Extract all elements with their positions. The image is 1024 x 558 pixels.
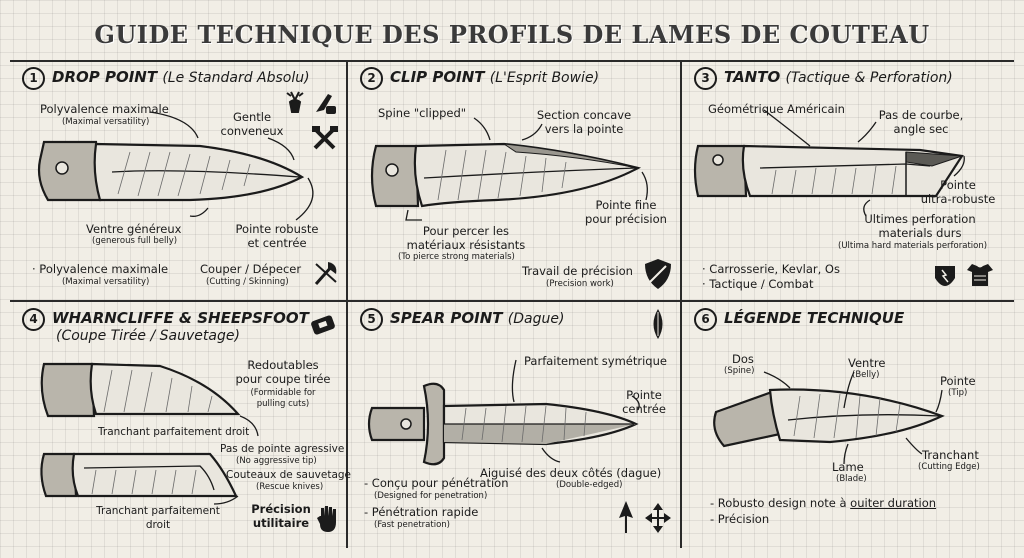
label-fine-tip-1: Pointe fine — [595, 198, 657, 212]
label-blade-en: (Blade) — [836, 474, 867, 484]
label-pierce-1: Pour percer les — [422, 224, 510, 238]
label-spine-en: (Spine) — [724, 366, 755, 376]
label-concave-2: vers la pointe — [544, 122, 624, 136]
label-precision-work-en: (Precision work) — [546, 279, 614, 289]
panel-number: 4 — [22, 308, 45, 331]
bullet-penetration: - Conçu pour pénétration — [364, 476, 509, 490]
panel-number: 2 — [360, 67, 383, 90]
label-perforation-2: materials durs — [878, 226, 962, 240]
label-straight-edge-2a: Tranchant parfaitement — [96, 505, 220, 517]
label-symmetric: Parfaitement symétrique — [524, 354, 667, 368]
label-double-sharpened: Aiguisé des deux côtés (dague) — [480, 466, 662, 480]
armor-icon — [966, 262, 994, 288]
label-straight-edge-2 — [88, 504, 228, 532]
tools-icon — [312, 126, 338, 150]
label-gentle-1: Gentle — [232, 110, 272, 124]
spearhead-icon — [618, 500, 634, 534]
label-utility-2: utilitaire — [252, 516, 310, 530]
label-utility — [246, 502, 316, 530]
panel-name: TANTO — [724, 68, 781, 86]
label-no-curve-2: angle sec — [893, 122, 949, 136]
label-strong-tip-1: Pointe robuste — [235, 222, 319, 236]
bullet-tactical: · Tactique / Combat — [702, 277, 814, 291]
label-geometric: Géométrique Américain — [708, 102, 845, 116]
label-fine-tip-2: pour précision — [585, 212, 667, 226]
panel-name: LÉGENDE TECHNIQUE — [724, 309, 905, 327]
label-cutting-edge: Tranchant — [922, 448, 979, 462]
label-ultra-robust-1: Pointe — [940, 178, 976, 192]
label-pierce-2: matériaux résistants — [406, 238, 526, 252]
label-ultra-robust-2: ultra-robuste — [920, 192, 996, 206]
label-fine-tip — [578, 198, 674, 226]
label-straight-edge-2b: droit — [145, 519, 171, 531]
note-robusto — [710, 496, 936, 510]
label-tip-en: (Tip) — [948, 388, 968, 398]
note-precision: - Précision — [710, 512, 770, 526]
label-belly-en: (generous full belly) — [92, 236, 178, 246]
label-pierce — [396, 224, 536, 252]
label-tip: Pointe — [940, 374, 976, 388]
axe-icon — [312, 260, 338, 286]
panel-number: 3 — [694, 67, 717, 90]
label-centered-tip — [614, 388, 674, 416]
label-centered-tip-1: Pointe — [626, 388, 662, 402]
label-belly: Ventre généreux — [86, 222, 182, 236]
glove-icon — [316, 504, 342, 534]
label-no-tip-en: (No aggressive tip) — [236, 456, 317, 466]
panel-number: 5 — [360, 308, 383, 331]
label-strong-tip-2: et centrée — [247, 236, 307, 250]
label-centered-tip-2: centrée — [622, 402, 666, 416]
label-spine-clipped: Spine "clipped" — [378, 106, 467, 120]
label-pull-cut — [228, 358, 338, 386]
panel-number: 1 — [22, 67, 45, 90]
panel-name: CLIP POINT — [390, 68, 485, 86]
bullet-cutting-en: (Cutting / Skinning) — [206, 277, 289, 287]
label-straight-edge-1: Tranchant parfaitement droit — [98, 426, 250, 438]
label-spine: Dos — [732, 352, 754, 366]
cross-arrows-icon — [644, 502, 672, 534]
panel-name: WHARNCLIFFE & SHEEPSFOOT — [52, 309, 309, 327]
label-strong-tip — [222, 222, 332, 250]
knife-hand-icon — [314, 90, 338, 116]
label-versatility-en: (Maximal versatility) — [62, 117, 150, 127]
label-rescue: Couteaux de sauvetage — [226, 469, 352, 481]
label-precision-work: Travail de précision — [522, 264, 633, 278]
label-gentle-2: conveneux — [220, 124, 284, 138]
label-utility-1: Précision — [251, 502, 311, 516]
label-pierce-en: (To pierce strong materials) — [398, 252, 515, 262]
label-pull-cut-en-2: pulling cuts) — [256, 399, 310, 409]
label-pull-cut-2: pour coupe tirée — [235, 372, 331, 386]
label-cutting-edge-en: (Cutting Edge) — [918, 462, 980, 472]
bullet-fast-en: (Fast penetration) — [374, 520, 450, 530]
bullet-versatility: · Polyvalence maximale — [32, 262, 169, 276]
panel-number: 6 — [694, 308, 717, 331]
note-robusto-text: - Robusto design note à — [710, 496, 851, 510]
label-concave-1: Section concave — [536, 108, 632, 122]
panel-name: DROP POINT — [52, 68, 158, 86]
label-rescue-en: (Rescue knives) — [256, 482, 324, 492]
label-ultra-robust — [918, 178, 998, 206]
breach-icon — [932, 262, 958, 288]
panel-name: SPEAR POINT — [390, 309, 503, 327]
panel-subtitle: (Coupe Tirée / Sauvetage) — [56, 328, 240, 344]
label-perforation-1: Ultimes perforation — [864, 212, 976, 226]
bullet-cutting: Couper / Dépecer — [200, 262, 302, 276]
page-title: GUIDE TECHNIQUE DES PROFILS DE LAMES DE COUTEAU — [94, 20, 930, 49]
bullet-penetration-en: (Designed for penetration) — [374, 491, 488, 501]
deer-icon — [282, 90, 308, 116]
bullet-versatility-en: (Maximal versatility) — [62, 277, 150, 287]
label-no-tip: Pas de pointe agressive — [220, 443, 345, 455]
label-blade: Lame — [832, 460, 864, 474]
panel-subtitle: (Tactique & Perforation) — [785, 70, 953, 86]
label-versatility: Polyvalence maximale — [40, 102, 169, 116]
label-belly: Ventre — [848, 356, 886, 370]
label-pull-cut-en — [238, 388, 328, 410]
label-perforation-en: (Ultima hard materials perforation) — [838, 241, 988, 251]
bullet-fast: - Pénétration rapide — [364, 505, 479, 519]
panel-subtitle: (Dague) — [507, 311, 565, 327]
label-pull-cut-1: Redoutables — [247, 358, 319, 372]
label-double-edged-en: (Double-edged) — [556, 480, 623, 490]
label-pull-cut-en-1: (Formidable for — [250, 388, 316, 398]
shield-icon — [644, 258, 672, 290]
panel-subtitle: (L'Esprit Bowie) — [489, 70, 600, 86]
panel-subtitle: (Le Standard Absolu) — [162, 70, 310, 86]
note-robusto-underlined: ouiter duration — [850, 496, 937, 510]
bullet-materials: · Carrosserie, Kevlar, Os — [702, 262, 840, 276]
label-no-curve-1: Pas de courbe, — [878, 108, 964, 122]
label-perforation — [850, 212, 990, 240]
label-belly-en: (Belly) — [852, 370, 880, 380]
